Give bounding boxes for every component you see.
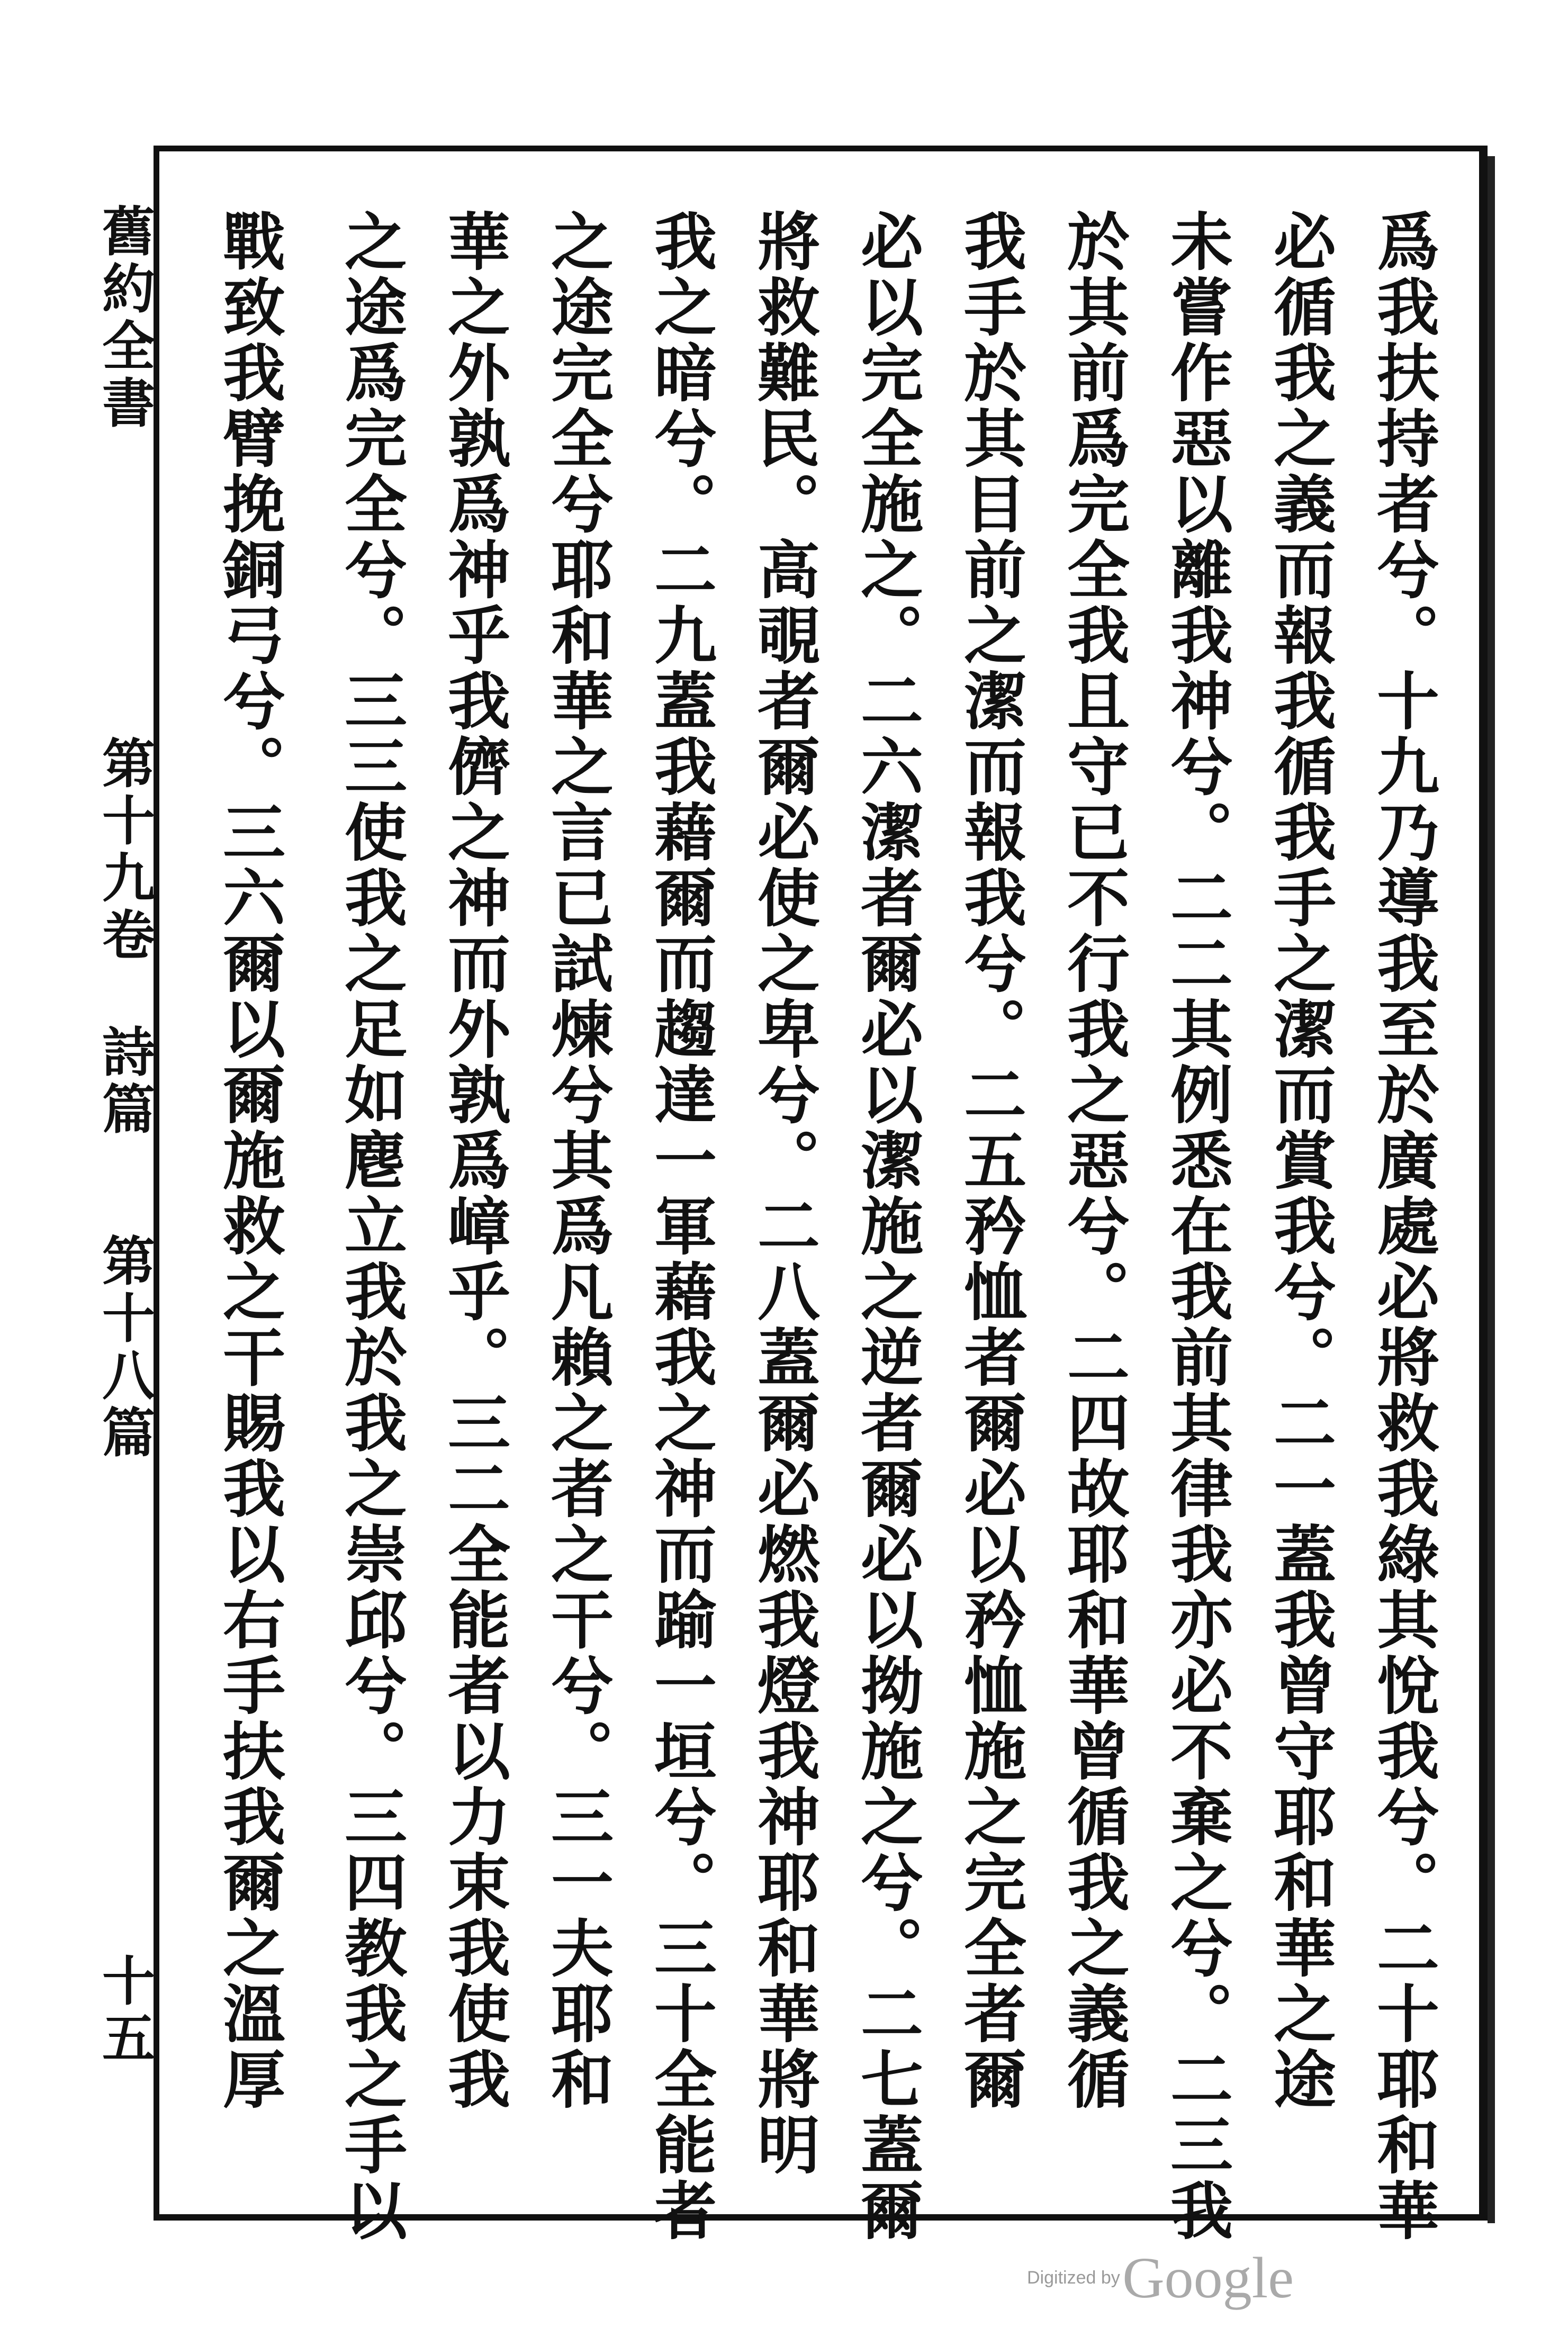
text-column-5: 我手於其目前之潔而報我兮。二五矜恤者爾必以矜恤施之完全者爾 xyxy=(953,209,1027,2113)
text-column-2: 必循我之義而報我循我手之潔而賞我兮。二一蓋我曾守耶和華之途 xyxy=(1263,209,1337,2113)
text-column-11: 之途爲完全兮。三三使我之足如麀立我於我之崇邱兮。三四教我之手以 xyxy=(334,209,408,2244)
text-column-8: 我之暗兮。二九蓋我藉爾而趨達一軍藉我之神而踰一垣兮。三十全能者 xyxy=(644,209,717,2244)
margin-book-name: 詩篇 xyxy=(93,1024,156,1139)
frame-shadow xyxy=(1488,156,1495,2223)
text-column-6: 必以完全施之。二六潔者爾必以潔施之逆者爾必以拗施之兮。二七蓋爾 xyxy=(850,209,924,2244)
text-column-12: 戰致我臂挽銅弓兮。三六爾以爾施救之干賜我以右手扶我爾之溫厚 xyxy=(212,209,286,2113)
margin-book-title: 舊約全書 xyxy=(93,204,156,432)
margin-volume: 第十九卷 xyxy=(93,736,156,964)
text-column-3: 未嘗作惡以離我神兮。二二其例悉在我前其律我亦必不棄之兮。二三我 xyxy=(1160,209,1233,2244)
google-logo: Google xyxy=(1122,2245,1294,2310)
text-column-4: 於其前爲完全我且守已不行我之惡兮。二四故耶和華曾循我之義循 xyxy=(1057,209,1130,2113)
text-column-1: 爲我扶持者兮。十九乃導我至於廣處必將救我綠其悅我兮。二十耶和華 xyxy=(1366,209,1440,2244)
text-column-10: 華之外孰爲神乎我儕之神而外孰爲嶂乎。三二全能者以力束我使我 xyxy=(437,209,511,2113)
margin-chapter: 第十八篇 xyxy=(93,1233,156,1462)
watermark-prefix: Digitized by xyxy=(1027,2268,1120,2288)
digitized-watermark xyxy=(1027,2244,1294,2312)
text-column-7: 將救難民。高覗者爾必使之卑兮。二八蓋爾必燃我燈我神耶和華將明 xyxy=(747,209,821,2178)
margin-page-number: 十五 xyxy=(93,1953,156,2068)
text-column-9: 之途完全兮耶和華之言已試煉兮其爲凡賴之者之干兮。三一夫耶和 xyxy=(540,209,614,2113)
